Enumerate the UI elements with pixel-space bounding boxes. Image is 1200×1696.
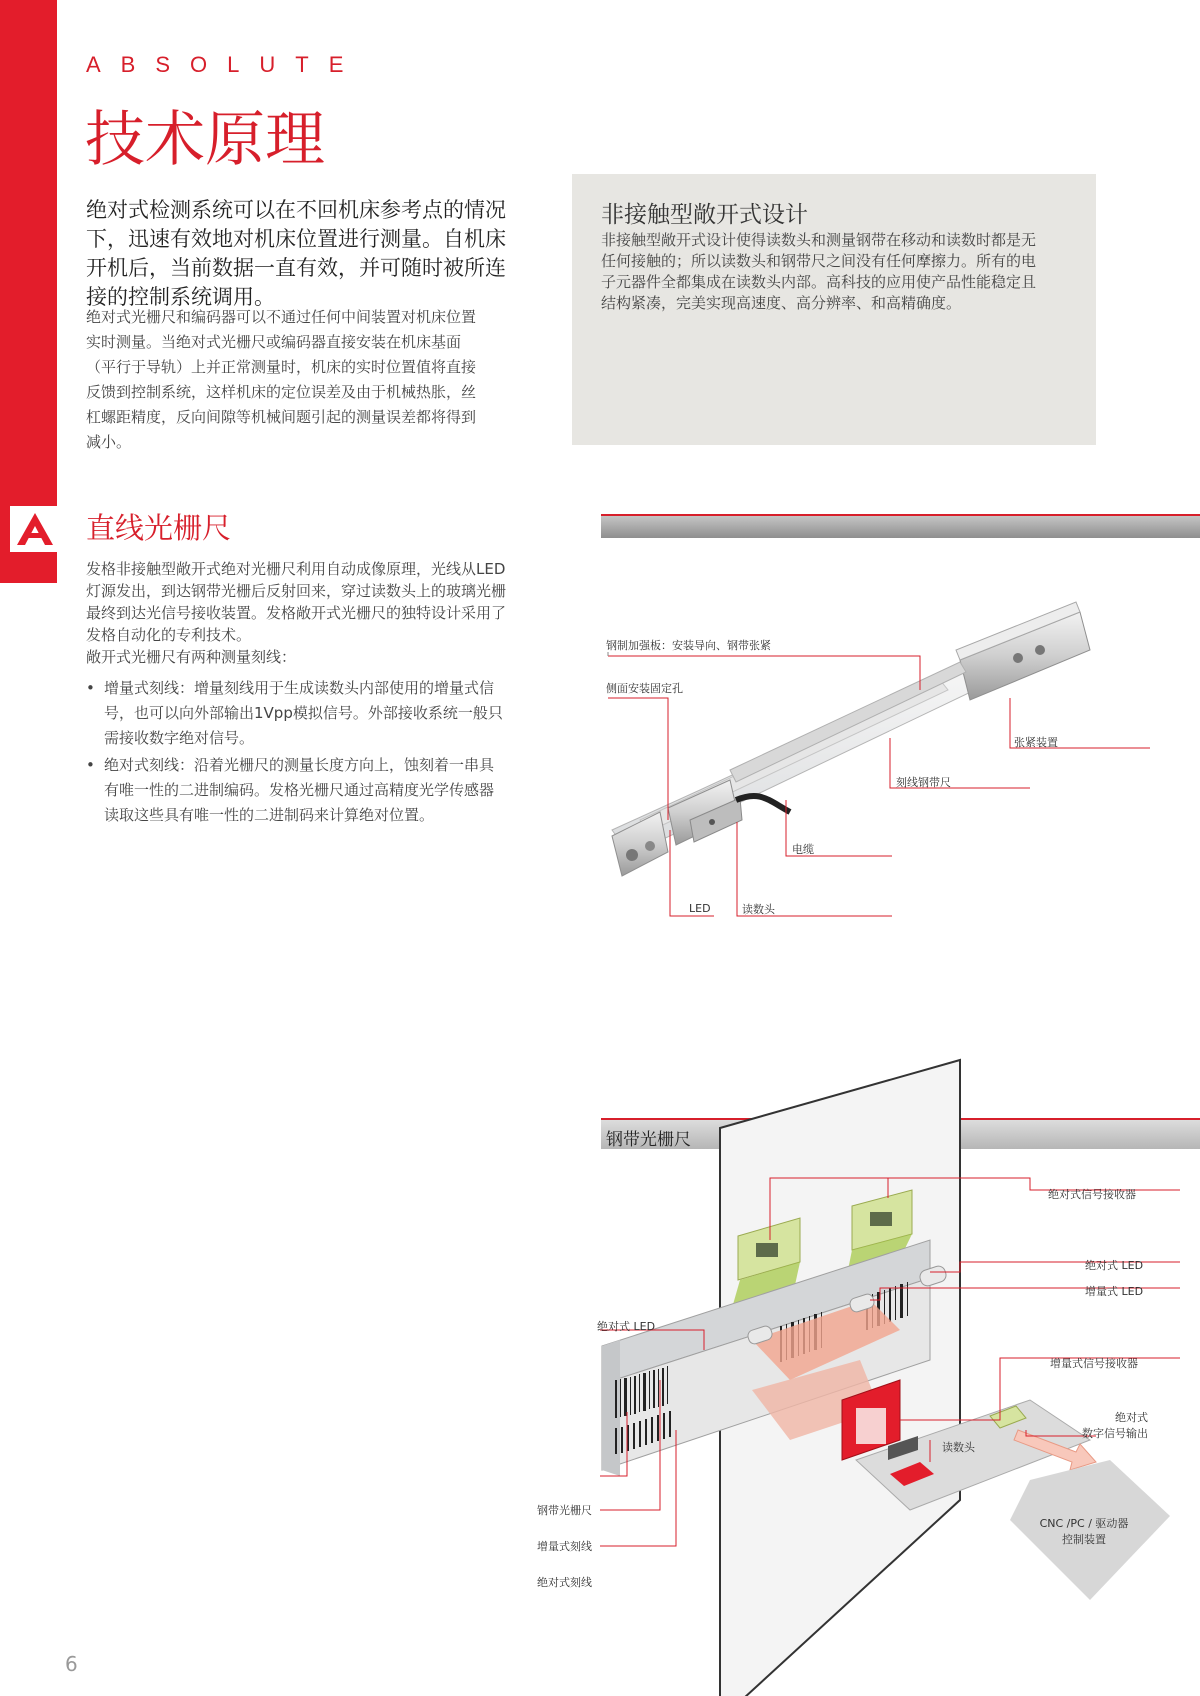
label-side-holes: 侧面安装固定孔 (606, 682, 683, 695)
label-abs-led-left: 绝对式 LED (597, 1320, 656, 1333)
label-reader: 读数头 (942, 1441, 975, 1454)
label-inc-receiver: 增量式信号接收器 (1050, 1357, 1138, 1370)
list-item: • 增量式刻线：增量刻线用于生成读数头内部使用的增量式信号，也可以向外部输出1Vpp模拟信号。外部接收系统一般只需接收数字绝对信号。 (86, 676, 506, 751)
label-abs-output: 绝对式 数字信号输出 (1082, 1411, 1148, 1440)
label-abs-receiver: 绝对式信号接收器 (1048, 1188, 1136, 1201)
label-inc-grating: 增量式刻线 (537, 1540, 592, 1553)
label-tape: 刻线钢带尺 (896, 776, 951, 789)
label-led: LED (689, 902, 711, 915)
label-abs-grating: 绝对式刻线 (537, 1576, 592, 1589)
section-lead: 敞开式光栅尺有两种测量刻线： (86, 648, 297, 666)
label-abs-led-right: 绝对式 LED (1085, 1259, 1144, 1272)
label-tension-device: 张紧装置 (1014, 736, 1058, 749)
section-title: 直线光栅尺 (86, 511, 232, 545)
label-cable: 电缆 (792, 843, 814, 856)
intro-paragraph: 绝对式检测系统可以在不回机床参考点的情况下，迅速有效地对机床位置进行测量。自机床开机后，当前数据一直有效，并可随时被所连接的控制系统调用。 (86, 198, 506, 309)
panel-body: 非接触型敞开式设计使得读数头和测量钢带在移动和读数时都是无任何接触的；所以读数头和钢带尺之间没有任何摩擦力。所有的电子元器件全都集成在读数头内部。高科技的应用使产品性能稳定且结构紧凑，完美实现高速度、高分辨率、和高精确度。 (601, 231, 1037, 312)
page-number: 6 (65, 1652, 78, 1676)
label-inc-led: 增量式 LED (1085, 1285, 1144, 1298)
page-title: 技术原理 (85, 105, 325, 175)
panel-title: 非接触型敞开式设计 (601, 202, 808, 228)
body-paragraph: 绝对式光栅尺和编码器可以不通过任何中间装置对机床位置实时测量。当绝对式光栅尺或编码器直接安装在机床基面（平行于导轨）上并正常测量时，机床的实时位置值将直接反馈到控制系统，这样机床的定位误差及由于机械热胀，丝杠螺距精度，反向间隙等机械间题引起的测量误差都将得到减小。 (86, 308, 477, 451)
label-reinforce-plate: 钢制加强板：安装导向、钢带张紧 (606, 639, 771, 652)
label-reader-head: 读数头 (742, 903, 775, 916)
section-intro: 发格非接触型敞开式绝对光栅尺利用自动成像原理，光线从LED灯源发出，到达钢带光栅后反射回来，穿过读数头上的玻璃光栅最终到达光信号接收装置。发格敞开式光栅尺的独特设计采用了发格自动化的专利技术。 (86, 560, 507, 644)
label-steel-tape: 钢带光栅尺 (537, 1504, 592, 1517)
brand-wordmark: ABSOLUTE (86, 52, 364, 77)
figure2-title: 钢带光栅尺 (606, 1130, 691, 1150)
list-item: • 绝对式刻线：沿着光栅尺的测量长度方向上，蚀刻着一串具有唯一性的二进制编码。发格光栅尺通过高精度光学传感器读取这些具有唯一性的二进制码来计算绝对位置。 (86, 753, 506, 828)
label-cnc: CNC /PC / 驱动器 控制装置 (1039, 1517, 1129, 1546)
